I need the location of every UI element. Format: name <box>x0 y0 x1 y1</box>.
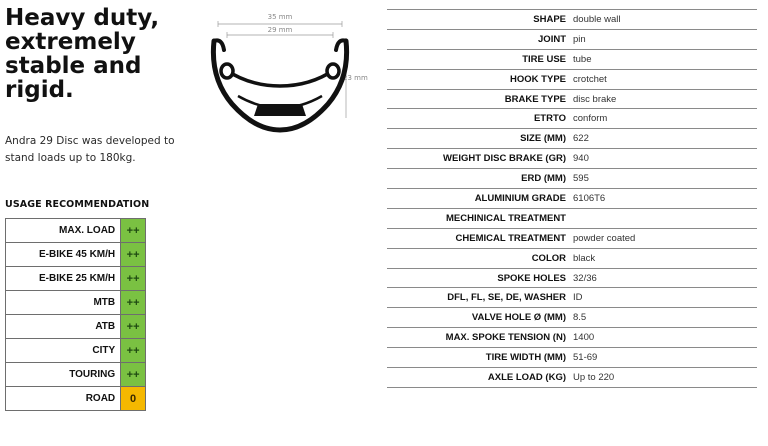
usage-row <box>6 339 146 363</box>
spec-value: crotchet <box>570 69 757 89</box>
usage-title: USAGE RECOMMENDATION <box>5 199 150 210</box>
spec-row <box>387 228 757 248</box>
usage-label: CITY <box>6 339 121 363</box>
spec-key: COLOR <box>387 248 570 268</box>
spec-key: WEIGHT DISC BRAKE (GR) <box>387 149 570 169</box>
spec-key: TIRE WIDTH (MM) <box>387 348 570 368</box>
intro-text: Andra 29 Disc was developed to stand loads up to 180kg. <box>5 135 175 164</box>
inner-width-label: 29 mm <box>267 26 293 34</box>
spec-row <box>387 29 757 49</box>
spec-key: SIZE (MM) <box>387 129 570 149</box>
spec-value: 1400 <box>570 328 757 348</box>
spec-value: 8.5 <box>570 308 757 328</box>
usage-row <box>6 291 146 315</box>
usage-label: ROAD <box>6 387 121 411</box>
spec-row <box>387 149 757 169</box>
usage-label: E-BIKE 45 KM/H <box>6 243 121 267</box>
spec-row <box>387 328 757 348</box>
rim-profile-diagram <box>200 8 375 148</box>
spec-value: 32/36 <box>570 268 757 288</box>
spec-value: conform <box>570 109 757 129</box>
spec-key: ERD (MM) <box>387 169 570 189</box>
spec-row <box>387 129 757 149</box>
usage-label: TOURING <box>6 363 121 387</box>
spec-row <box>387 308 757 328</box>
usage-rating: ++ <box>121 267 146 291</box>
spec-key: DFL, FL, SE, DE, WASHER <box>387 288 570 308</box>
usage-label: ATB <box>6 315 121 339</box>
usage-row <box>6 363 146 387</box>
usage-rating: ++ <box>121 363 146 387</box>
outer-width-label: 35 mm <box>267 13 293 21</box>
usage-label: E-BIKE 25 KM/H <box>6 267 121 291</box>
usage-rating: ++ <box>121 219 146 243</box>
spec-value <box>570 208 757 228</box>
spec-key: CHEMICAL TREATMENT <box>387 228 570 248</box>
spec-row <box>387 10 757 30</box>
spec-row <box>387 189 757 209</box>
spec-value: 595 <box>570 169 757 189</box>
spec-row <box>387 248 757 268</box>
spec-row <box>387 49 757 69</box>
spec-key: AXLE LOAD (KG) <box>387 368 570 388</box>
spec-value: 622 <box>570 129 757 149</box>
spec-key: JOINT <box>387 29 570 49</box>
spec-value: double wall <box>570 10 757 30</box>
spec-key: TIRE USE <box>387 49 570 69</box>
usage-rating: 0 <box>121 387 146 411</box>
spec-key: MAX. SPOKE TENSION (N) <box>387 328 570 348</box>
usage-row <box>6 387 146 411</box>
spec-value: black <box>570 248 757 268</box>
spec-key: ALUMINIUM GRADE <box>387 189 570 209</box>
spec-row <box>387 288 757 308</box>
headline-line: rigid. <box>5 77 74 103</box>
spec-key: BRAKE TYPE <box>387 89 570 109</box>
usage-rating: ++ <box>121 291 146 315</box>
usage-row <box>6 243 146 267</box>
spec-row <box>387 109 757 129</box>
spec-row <box>387 268 757 288</box>
spec-row <box>387 368 757 388</box>
headline <box>5 6 205 102</box>
usage-row <box>6 219 146 243</box>
spec-row <box>387 348 757 368</box>
spec-key: SPOKE HOLES <box>387 268 570 288</box>
usage-label: MAX. LOAD <box>6 219 121 243</box>
spec-value: ID <box>570 288 757 308</box>
usage-rating: ++ <box>121 315 146 339</box>
spec-key: HOOK TYPE <box>387 69 570 89</box>
spec-value: 940 <box>570 149 757 169</box>
spec-row <box>387 89 757 109</box>
spec-row <box>387 208 757 228</box>
headline-line: extremely <box>5 29 136 55</box>
usage-row <box>6 315 146 339</box>
usage-rating: ++ <box>121 339 146 363</box>
headline-line: stable and <box>5 53 142 79</box>
spec-table <box>387 9 757 388</box>
usage-label: MTB <box>6 291 121 315</box>
spec-key: MECHINICAL TREATMENT <box>387 208 570 228</box>
spec-value: powder coated <box>570 228 757 248</box>
spec-value: pin <box>570 29 757 49</box>
spec-key: VALVE HOLE Ø (MM) <box>387 308 570 328</box>
usage-table <box>5 218 146 411</box>
spec-value: Up to 220 <box>570 368 757 388</box>
rim-shape <box>213 40 346 130</box>
spec-row <box>387 69 757 89</box>
height-label: 23 mm <box>343 74 368 82</box>
spec-value: tube <box>570 49 757 69</box>
spec-value: 6106T6 <box>570 189 757 209</box>
spec-value: disc brake <box>570 89 757 109</box>
spec-key: ETRTO <box>387 109 570 129</box>
spec-value: 51-69 <box>570 348 757 368</box>
headline-line: Heavy duty, <box>5 5 160 31</box>
spec-row <box>387 169 757 189</box>
usage-rating: ++ <box>121 243 146 267</box>
spec-key: SHAPE <box>387 10 570 30</box>
usage-row <box>6 267 146 291</box>
